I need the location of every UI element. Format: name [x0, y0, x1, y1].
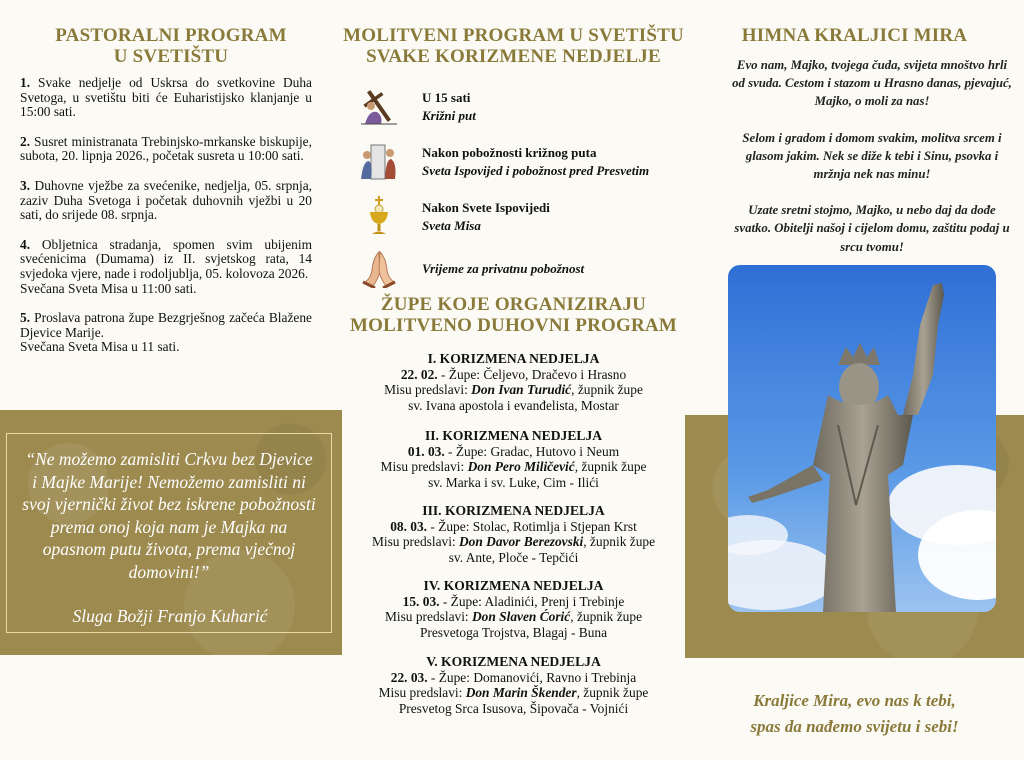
event-text: Duhovne vježbe za svećenike, nedjelja, 05. srpnja, zaziv Duha Svetoga i početak duhovnih vježbi u 20 sati, do srijede 08. srpnja.: [20, 177, 312, 223]
separator: -: [427, 518, 439, 534]
schedule-item: [352, 196, 675, 240]
schedule-item: [352, 86, 675, 130]
sunday-block: [342, 654, 685, 716]
schedule-desc: Sveta Ispovijed i pobožnost pred Presvetim: [422, 163, 650, 178]
parish-of: župnik župe: [581, 459, 647, 474]
title-line: ŽUPE KOJE ORGANIZIRAJU: [380, 294, 647, 315]
sunday-date: 22. 02.: [400, 366, 438, 382]
parish-of: župnik župe: [583, 685, 649, 700]
sunday-parishes: Župe: Gradac, Hutovo i Neum: [455, 443, 620, 459]
closing-line: spas da nađemo svijetu i sebi!: [750, 717, 959, 736]
closing-verse: [685, 688, 1024, 740]
event-number: 3.: [20, 177, 31, 193]
event-item: [20, 311, 312, 355]
sunday-block: [342, 578, 685, 640]
priest-name: Don Davor Berezovski: [459, 534, 584, 549]
left-panel: [0, 0, 342, 760]
quote-author: Sluga Božji Franjo Kuharić: [72, 606, 268, 626]
schedule-item: [352, 248, 675, 292]
celebrant-label: Misu predslavi:: [380, 459, 465, 474]
parish-of: župnik župe: [576, 609, 643, 624]
sunday-parishes-line: [342, 367, 685, 383]
separator: -: [444, 443, 456, 459]
schedule-desc: Vrijeme za privatnu pobožnost: [422, 261, 585, 276]
confession-icon: [357, 141, 401, 181]
sunday-heading: IV. KORIZMENA NEDJELJA: [423, 578, 604, 593]
event-number: 4.: [20, 236, 31, 252]
hymn-stanza: Evo nam, Majko, tvojega čuda, svijeta mnoštvo hrli od svuda. Cestom i stazom u Hrasno danas, pjevajuć, Majko, o moli za nas!: [732, 58, 1012, 109]
event-text: Proslava patrona župe Bezgrješnog začeća Blažene Djevice Marije.: [20, 310, 312, 340]
sunday-priest-line: Misu predslavi: Don Davor Berezovski, župnik župe: [371, 534, 656, 549]
event-extra: Svečana Sveta Misa u 11 sati.: [20, 339, 180, 355]
event-text: Svake nedjelje od Uskrsa do svetkovine Duha Svetoga, u svetištu biti će Euharistijsko klanjanje u 15:00 sati.: [20, 75, 312, 120]
separator: -: [427, 669, 439, 685]
cross-bearing-icon: [357, 86, 401, 126]
hymn-stanza: Selom i gradom i domom svakim, molitva srcem i glasom jakim. Nek se diže k tebi i Sinu, psovka i mržnja nek nas minu!: [742, 130, 1002, 182]
priest-name: Don Ivan Turudić: [471, 382, 572, 397]
priest-name: Don Pero Miličević: [467, 459, 575, 474]
celebrant-label: Misu predslavi:: [378, 685, 463, 700]
event-number: 2.: [20, 133, 31, 149]
right-panel: [685, 0, 1024, 760]
event-number: 1.: [20, 75, 31, 90]
sunday-location: Presvetog Srca Isusova, Šipovača - Vojnići: [398, 700, 629, 716]
sunday-heading: II. KORIZMENA NEDJELJA: [424, 428, 603, 443]
prayer-program-title: [342, 25, 685, 67]
separator: -: [437, 366, 449, 382]
pastoral-program-title: [0, 25, 342, 67]
sunday-parishes: Župe: Domanovići, Ravno i Trebinja: [438, 669, 637, 685]
schedule-text: [422, 260, 584, 278]
event-text: Susret ministranata Trebinjsko-mrkanske biskupije, subota, 20. lipnja 2026., početak susreta u 10:00 sati.: [20, 133, 312, 164]
sunday-block: [342, 428, 685, 490]
sunday-block: [342, 503, 685, 565]
sunday-parishes: Župe: Čeljevo, Dračevo i Hrasno: [448, 366, 627, 382]
event-number: 5.: [20, 310, 31, 326]
sunday-heading: V. KORIZMENA NEDJELJA: [426, 654, 601, 669]
sunday-block: [342, 351, 685, 413]
event-item: [20, 135, 312, 164]
title-line: SVAKE KORIZMENE NEDJELJE: [366, 46, 661, 67]
title-line: MOLITVENO DUHOVNI PROGRAM: [350, 315, 677, 336]
parishes-title: [342, 294, 685, 336]
schedule-text: [422, 199, 550, 235]
event-text: Obljetnica stradanja, spomen svim ubijenim svećenicima (Dumama) iz II. svjetskog rata, 14 svjedoka vjere, nade i rodoljublja, 05. kolovoza 2026.: [20, 236, 312, 281]
celebrant-label: Misu predslavi:: [384, 609, 469, 624]
event-item: [20, 238, 312, 296]
sunday-priest-line: Misu predslavi: Don Slaven Ćorić, župnik župe: [384, 609, 643, 624]
separator: -: [439, 593, 451, 609]
sunday-location: sv. Ante, Ploče - Tepčići: [448, 549, 579, 565]
sunday-location: Presvetoga Trojstva, Blagaj - Buna: [419, 624, 608, 640]
title-line: U SVETIŠTU: [113, 46, 229, 67]
quote-text: “Ne možemo zamisliti Crkvu bez Djevice i Majke Marije! Nemožemo zamisliti ni svoj vjernički život bez iskrene pobožnosti prema onoj koja nam je Majka na opasnom putu života, prema vječnoj domovini!”: [22, 449, 316, 582]
sunday-date: 22. 03.: [390, 669, 428, 685]
sunday-heading: III. KORIZMENA NEDJELJA: [422, 503, 605, 518]
sunday-priest-line: Misu predslavi: Don Marin Škender, župnik župe: [378, 685, 649, 700]
schedule-time: U 15 sati: [422, 90, 471, 105]
schedule-desc: Sveta Misa: [422, 218, 481, 233]
priest-name: Don Marin Škender: [465, 685, 577, 700]
parish-of: župnik župe: [589, 534, 656, 549]
sunday-priest-line: Misu predslavi: Don Pero Miličević, župnik župe: [380, 459, 647, 474]
sunday-priest-line: Misu predslavi: Don Ivan Turudić, župnik župe: [384, 382, 643, 397]
event-item: [20, 76, 312, 120]
schedule-text: [422, 89, 476, 125]
schedule-desc: Križni put: [422, 108, 476, 123]
sunday-date: 01. 03.: [407, 443, 445, 459]
title-line: MOLITVENI PROGRAM U SVETIŠTU: [343, 25, 684, 46]
sunday-parishes-line: [342, 444, 685, 460]
schedule-item: [352, 141, 675, 185]
parish-of: župnik župe: [577, 382, 643, 397]
sunday-date: 15. 03.: [402, 593, 440, 609]
praying-hands-icon: [357, 248, 401, 288]
quote-frame: [6, 433, 332, 633]
middle-panel: [342, 0, 685, 760]
chalice-icon: [357, 196, 401, 236]
sunday-location: sv. Marka i sv. Luke, Cim - Ilići: [428, 474, 599, 490]
sunday-parishes-line: [342, 519, 685, 535]
hymn-title: HIMNA KRALJICI MIRA: [741, 25, 968, 46]
hymn-text: [729, 56, 1015, 274]
queen-of-peace-statue-photo: [728, 265, 996, 612]
sunday-parishes-line: [342, 670, 685, 686]
event-item: [20, 179, 312, 223]
celebrant-label: Misu predslavi:: [371, 534, 456, 549]
title-line: PASTORALNI PROGRAM: [55, 25, 287, 46]
events-list: [20, 76, 312, 370]
sunday-parishes: Župe: Stolac, Rotimlja i Stjepan Krst: [438, 518, 637, 534]
sunday-parishes-line: [342, 594, 685, 610]
celebrant-label: Misu predslavi:: [384, 382, 468, 397]
sunday-heading: I. KORIZMENA NEDJELJA: [427, 351, 600, 366]
schedule-time: Nakon Svete Ispovijedi: [422, 200, 550, 215]
event-extra: Svečana Sveta Misa u 11:00 sati.: [20, 280, 197, 296]
sunday-parishes: Župe: Aladinići, Prenj i Trebinje: [450, 593, 625, 609]
schedule-time: Nakon pobožnosti križnog puta: [422, 145, 597, 160]
quote-band: [0, 410, 342, 655]
priest-name: Don Slaven Ćorić: [472, 609, 571, 624]
closing-line: Kraljice Mira, evo nas k tebi,: [753, 691, 956, 710]
schedule-text: [422, 144, 649, 180]
hymn-stanza: Uzate sretni stojmo, Majko, u nebo daj da dođe svatko. Obitelji našoj i cijelom domu, zaštitu podaj u srcu tvomu!: [734, 203, 1010, 254]
sunday-location: sv. Ivana apostola i evanđelista, Mostar: [408, 397, 619, 413]
sunday-date: 08. 03.: [390, 518, 428, 534]
